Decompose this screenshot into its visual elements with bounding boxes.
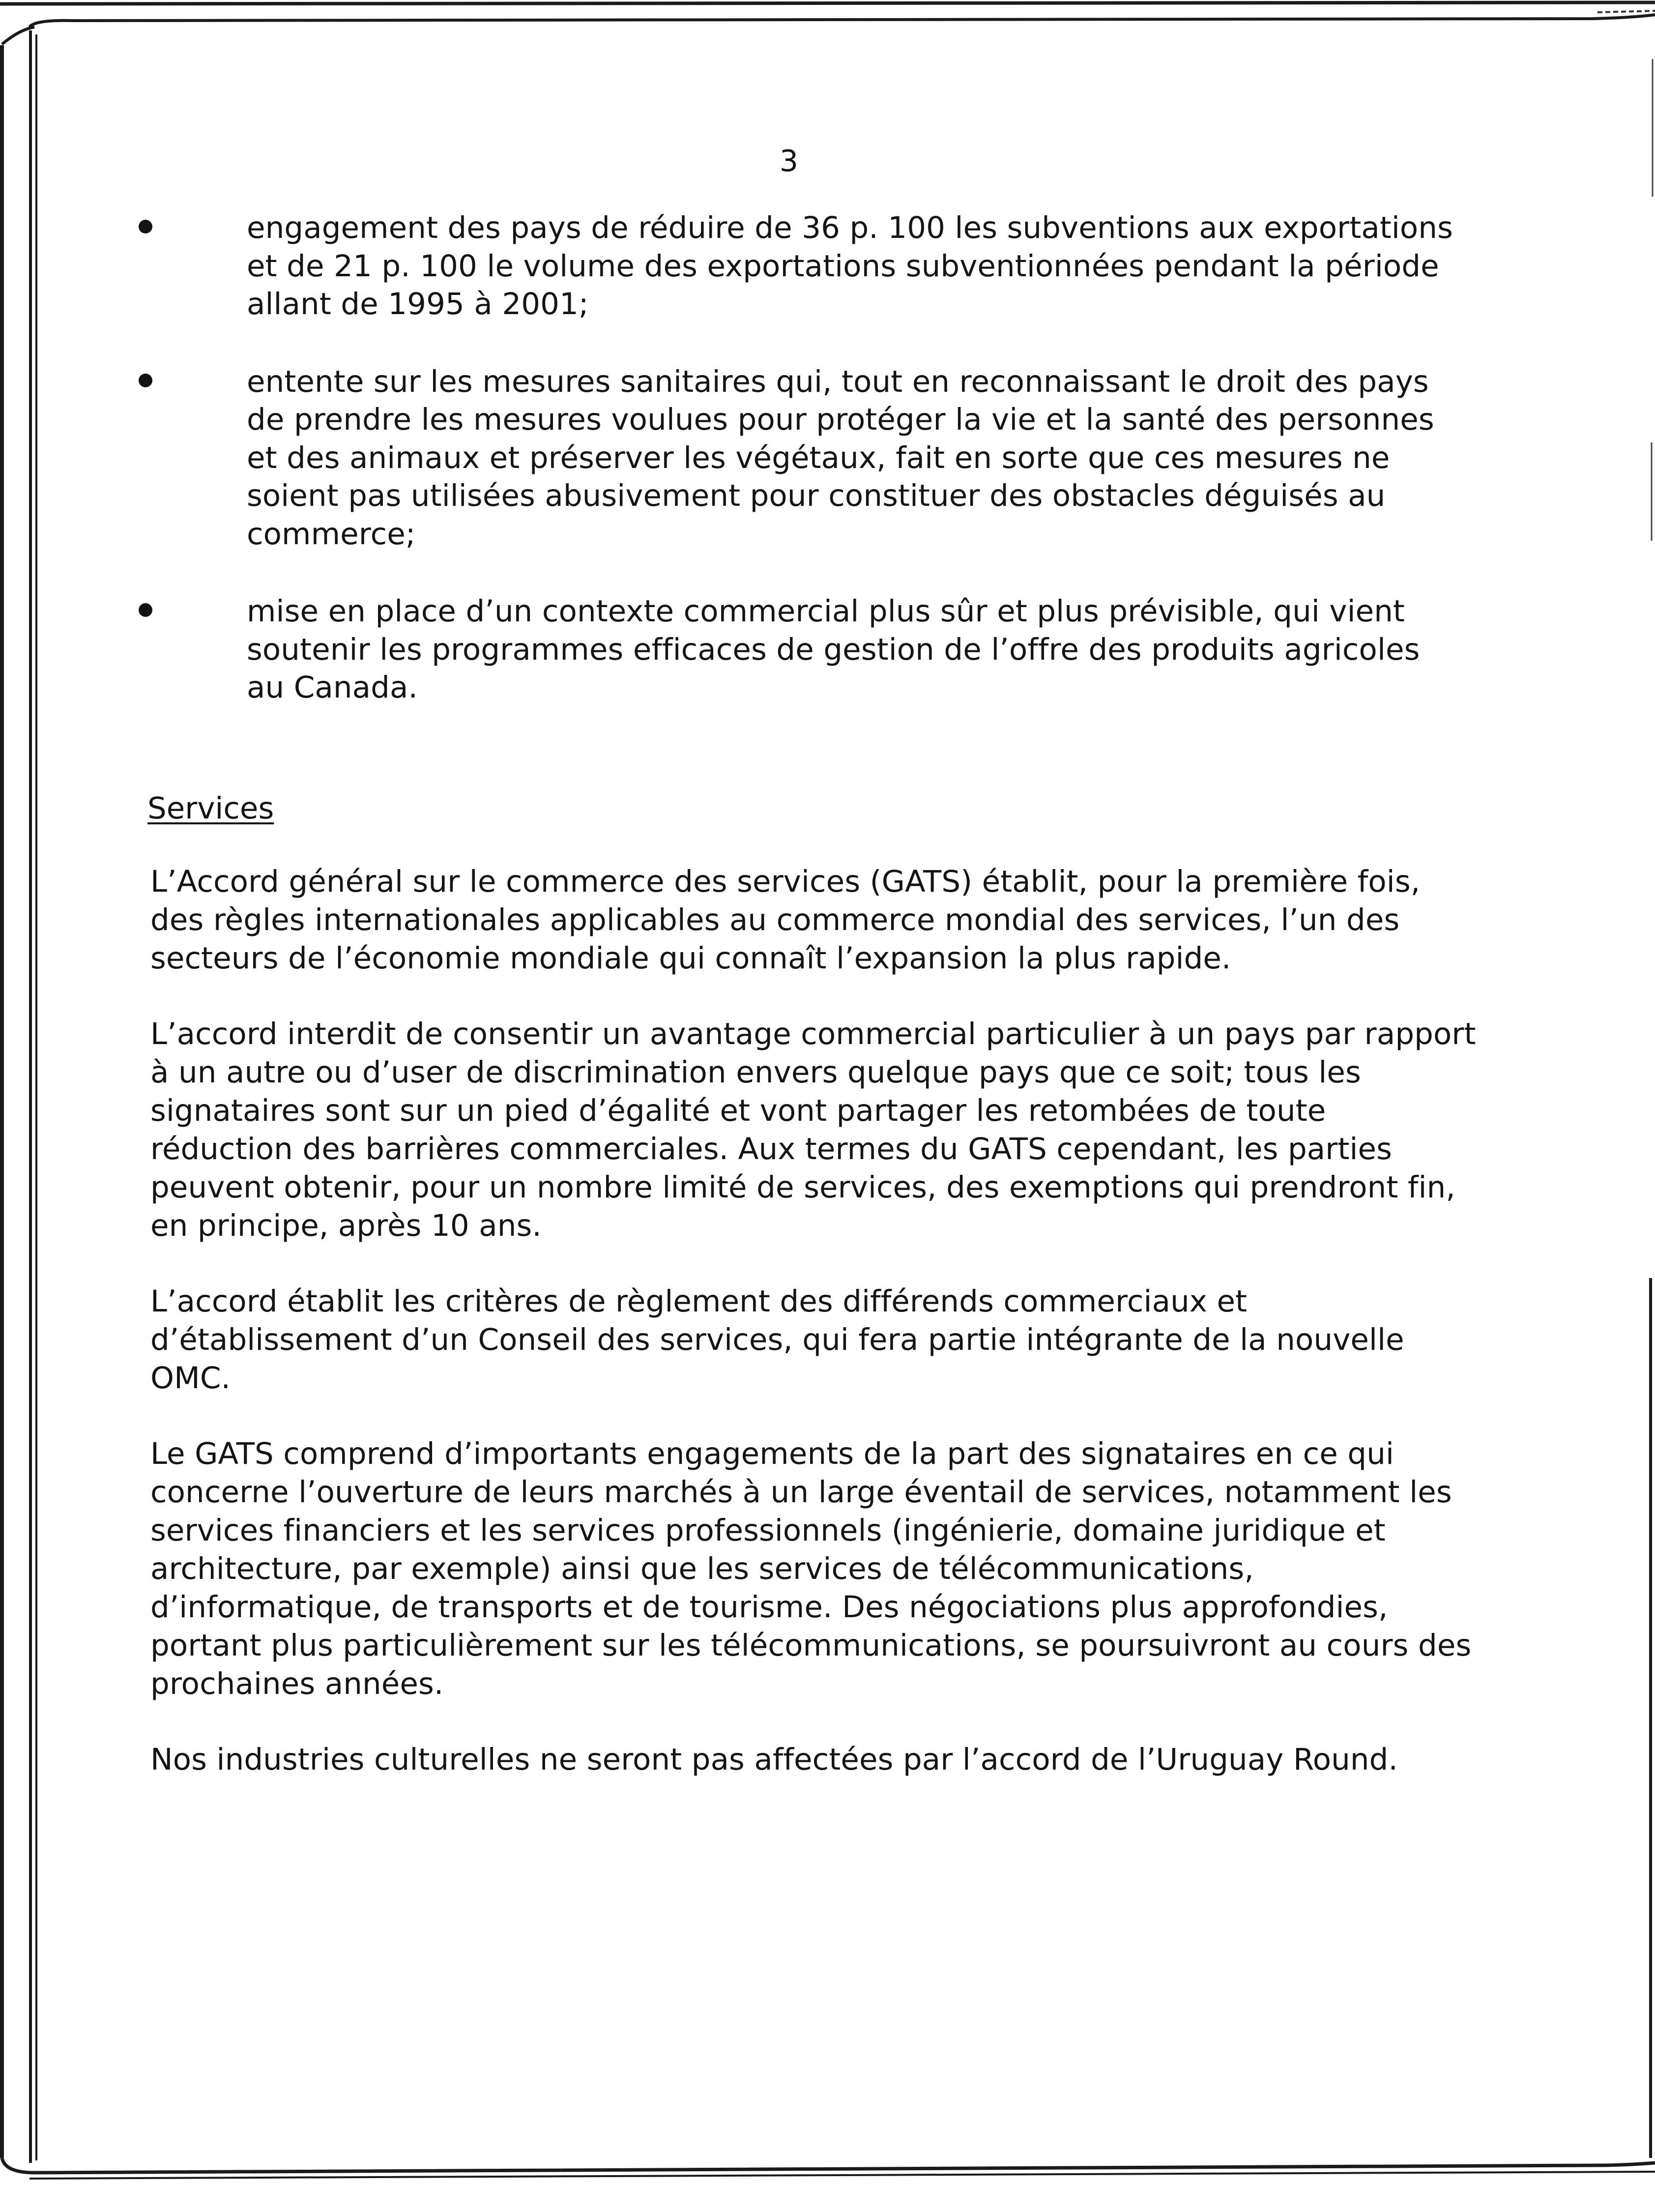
bullet-text: engagement des pays de réduire de 36 p. 100 les subventions aux exportations et de 21 p. 100 le volume des exportations subventionnées pendant la période allant de 1995 à 2001; bbox=[247, 210, 1453, 321]
list-item bbox=[0, 209, 1655, 323]
bullet-icon bbox=[139, 220, 152, 233]
section-body bbox=[150, 863, 1478, 1816]
paragraph: L’accord établit les critères de règlement des différends commerciaux et d’établissement d’un Conseil des services, qui fera partie intégrante de la nouvelle OMC. bbox=[150, 1284, 1404, 1396]
list-item bbox=[0, 363, 1655, 553]
bullet-icon bbox=[139, 603, 152, 617]
bullet-list bbox=[0, 209, 1655, 746]
paragraph: L’Accord général sur le commerce des services (GATS) établit, pour la première fois, des règles internationales applicables au commerce mondial des services, l’un des secteurs de l’économie mondiale qui connaît l’expansion la plus rapide. bbox=[150, 864, 1421, 976]
list-item bbox=[0, 592, 1655, 707]
paragraph: Nos industries culturelles ne seront pas affectées par l’accord de l’Uruguay Round. bbox=[150, 1742, 1398, 1777]
paragraph: Le GATS comprend d’importants engagements de la part des signataires en ce qui concerne l’ouverture de leurs marchés à un large éventail de services, notamment les services financiers et les services professionnels (ingénierie, domaine juridique et architecture, par exemple) ainsi que les services de télécommunications, d’informatique, de transports et de tourisme. Des négociations plus approfondies, portant plus particulièrement sur les télécommunications, se poursuivront au cours des prochaines années. bbox=[150, 1436, 1472, 1701]
paragraph: L’accord interdit de consentir un avantage commercial particulier à un pays par rapport à un autre ou d’user de discrimination envers quelque pays que ce soit; tous les signataires sont sur un pied d’égalité et vont partager les retombées de toute réduction des barrières commerciales. Aux termes du GATS cependant, les parties peuvent obtenir, pour un nombre limité de services, des exemptions qui prendront fin, en principe, après 10 ans. bbox=[150, 1017, 1476, 1243]
page-number: 3 bbox=[779, 144, 799, 178]
section-heading: Services bbox=[147, 791, 274, 826]
bullet-icon bbox=[139, 374, 152, 387]
bullet-text: mise en place d’un contexte commercial plus sûr et plus prévisible, qui vient soutenir les programmes efficaces de gestion de l’offre des produits agricoles au Canada. bbox=[247, 594, 1420, 705]
bullet-text: entente sur les mesures sanitaires qui, tout en reconnaissant le droit des pays de prendre les mesures voulues pour protéger la vie et la santé des personnes et des animaux et préserver les végétaux, fait en sorte que ces mesures ne soient pas utilisées abusivement pour constituer des obstacles déguisés au commerce; bbox=[247, 364, 1434, 552]
